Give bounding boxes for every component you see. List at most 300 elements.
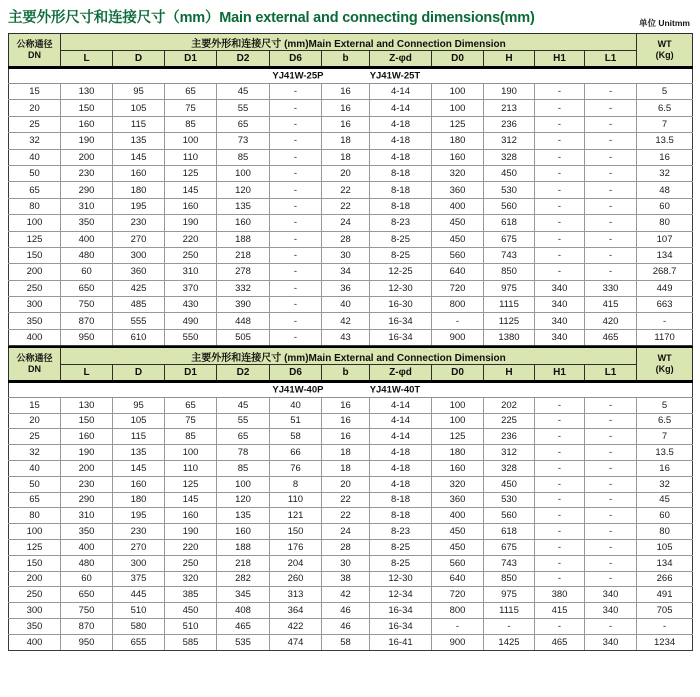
value-cell: 320 xyxy=(432,165,484,181)
value-cell: 42 xyxy=(322,587,370,603)
value-cell: - xyxy=(270,149,322,165)
value-cell: 220 xyxy=(165,539,217,555)
value-cell: 480 xyxy=(61,555,113,571)
column-header-D6: D6 xyxy=(270,364,322,381)
value-cell: 135 xyxy=(217,198,270,214)
value-cell: 13.5 xyxy=(637,133,693,149)
column-header-L1: L1 xyxy=(585,51,637,68)
value-cell: 30 xyxy=(322,247,370,263)
value-cell: 1234 xyxy=(637,634,693,650)
value-cell: 75 xyxy=(165,413,217,429)
value-cell: 65 xyxy=(217,116,270,132)
value-cell: 16-30 xyxy=(370,297,432,313)
value-cell: 12-25 xyxy=(370,264,432,280)
value-cell: 160 xyxy=(61,429,113,445)
value-cell: 278 xyxy=(217,264,270,280)
dn-cell: 15 xyxy=(9,397,61,413)
value-cell: 655 xyxy=(113,634,165,650)
value-cell: 312 xyxy=(484,445,535,461)
value-cell: 18 xyxy=(322,149,370,165)
value-cell: 45 xyxy=(217,397,270,413)
value-cell: - xyxy=(535,149,585,165)
column-header-D0: D0 xyxy=(432,51,484,68)
table-row xyxy=(9,84,693,100)
table-body-25 xyxy=(9,84,693,346)
wt-label: WT xyxy=(657,352,672,363)
table-row xyxy=(9,215,693,231)
model-row xyxy=(9,381,693,397)
value-cell: 270 xyxy=(113,231,165,247)
value-cell: 12-30 xyxy=(370,280,432,296)
value-cell: 975 xyxy=(484,587,535,603)
value-cell: 675 xyxy=(484,231,535,247)
unit-label: 单位 Unitmm xyxy=(638,18,690,28)
value-cell: 190 xyxy=(61,445,113,461)
value-cell: 120 xyxy=(217,492,270,508)
value-cell: 100 xyxy=(165,133,217,149)
dn-cell: 50 xyxy=(9,476,61,492)
value-cell: - xyxy=(535,618,585,634)
value-cell: 870 xyxy=(61,618,113,634)
value-cell: 618 xyxy=(484,215,535,231)
value-cell: 415 xyxy=(585,297,637,313)
value-cell: 290 xyxy=(61,182,113,198)
value-cell: 360 xyxy=(113,264,165,280)
value-cell: 188 xyxy=(217,539,270,555)
value-cell: 46 xyxy=(322,618,370,634)
dn-cell: 80 xyxy=(9,198,61,214)
dn-cell: 20 xyxy=(9,413,61,429)
value-cell: - xyxy=(585,100,637,116)
value-cell: 180 xyxy=(113,182,165,198)
value-cell: 480 xyxy=(61,247,113,263)
value-cell: 310 xyxy=(165,264,217,280)
value-cell: 320 xyxy=(432,476,484,492)
column-header-H: H xyxy=(484,364,535,381)
value-cell: 1425 xyxy=(484,634,535,650)
value-cell: 42 xyxy=(322,313,370,329)
value-cell: 266 xyxy=(637,571,693,587)
value-cell: 12-34 xyxy=(370,587,432,603)
value-cell: 408 xyxy=(217,603,270,619)
value-cell: 491 xyxy=(637,587,693,603)
table-row xyxy=(9,508,693,524)
value-cell: 585 xyxy=(165,634,217,650)
table-row xyxy=(9,182,693,198)
model-label-40p: YJ41W-40P xyxy=(272,384,324,396)
value-cell: 105 xyxy=(637,539,693,555)
value-cell: 800 xyxy=(432,603,484,619)
value-cell: 340 xyxy=(585,603,637,619)
value-cell: 4-18 xyxy=(370,460,432,476)
value-cell: 1125 xyxy=(484,313,535,329)
value-cell: - xyxy=(270,297,322,313)
value-cell: 180 xyxy=(432,133,484,149)
value-cell: 1170 xyxy=(637,329,693,345)
value-cell: - xyxy=(585,116,637,132)
value-cell: 145 xyxy=(165,182,217,198)
column-header-H1: H1 xyxy=(535,51,585,68)
value-cell: - xyxy=(535,231,585,247)
value-cell: 800 xyxy=(432,297,484,313)
column-header-b: b xyxy=(322,51,370,68)
dn-cell: 300 xyxy=(9,603,61,619)
value-cell: 55 xyxy=(217,100,270,116)
value-cell: 705 xyxy=(637,603,693,619)
table-row xyxy=(9,133,693,149)
value-cell: 160 xyxy=(165,198,217,214)
value-cell: - xyxy=(585,555,637,571)
value-cell: 850 xyxy=(484,264,535,280)
value-cell: - xyxy=(535,445,585,461)
value-cell: - xyxy=(535,116,585,132)
value-cell: 145 xyxy=(165,492,217,508)
value-cell: 65 xyxy=(165,84,217,100)
value-cell: 560 xyxy=(432,555,484,571)
value-cell: 1380 xyxy=(484,329,535,345)
value-cell: 135 xyxy=(113,445,165,461)
value-cell: 180 xyxy=(113,492,165,508)
value-cell: 48 xyxy=(637,182,693,198)
value-cell: 100 xyxy=(165,445,217,461)
value-cell: - xyxy=(270,329,322,345)
value-cell: 555 xyxy=(113,313,165,329)
column-header-Zd: Z-φd xyxy=(370,51,432,68)
value-cell: 160 xyxy=(113,476,165,492)
value-cell: 8-25 xyxy=(370,555,432,571)
value-cell: 107 xyxy=(637,231,693,247)
value-cell: - xyxy=(270,116,322,132)
value-cell: - xyxy=(270,100,322,116)
value-cell: 16-41 xyxy=(370,634,432,650)
value-cell: - xyxy=(535,182,585,198)
value-cell: 328 xyxy=(484,460,535,476)
table-header xyxy=(9,34,693,68)
table-row xyxy=(9,247,693,263)
value-cell: 16 xyxy=(322,84,370,100)
column-header-D1: D1 xyxy=(165,51,217,68)
value-cell: 640 xyxy=(432,264,484,280)
value-cell: 415 xyxy=(535,603,585,619)
value-cell: - xyxy=(535,247,585,263)
value-cell: 135 xyxy=(113,133,165,149)
value-cell: - xyxy=(585,133,637,149)
value-cell: 28 xyxy=(322,539,370,555)
value-cell: 230 xyxy=(113,524,165,540)
value-cell: - xyxy=(535,133,585,149)
value-cell: 85 xyxy=(165,429,217,445)
column-header-H: H xyxy=(484,51,535,68)
value-cell: 640 xyxy=(432,571,484,587)
value-cell: 750 xyxy=(61,603,113,619)
value-cell: 8-25 xyxy=(370,247,432,263)
value-cell: 160 xyxy=(217,524,270,540)
dn-cell: 65 xyxy=(9,492,61,508)
value-cell: 22 xyxy=(322,182,370,198)
value-cell: 743 xyxy=(484,555,535,571)
value-cell: - xyxy=(535,476,585,492)
value-cell: 720 xyxy=(432,587,484,603)
table-row xyxy=(9,165,693,181)
value-cell: 230 xyxy=(61,165,113,181)
table-row xyxy=(9,618,693,634)
value-cell: 8-18 xyxy=(370,165,432,181)
value-cell: 160 xyxy=(165,508,217,524)
value-cell: 176 xyxy=(270,539,322,555)
value-cell: 110 xyxy=(165,149,217,165)
value-cell: - xyxy=(585,397,637,413)
value-cell: - xyxy=(585,247,637,263)
value-cell: 420 xyxy=(585,313,637,329)
value-cell: - xyxy=(585,429,637,445)
table-row xyxy=(9,492,693,508)
value-cell: 58 xyxy=(270,429,322,445)
value-cell: 345 xyxy=(217,587,270,603)
value-cell: 900 xyxy=(432,329,484,345)
value-cell: 200 xyxy=(61,460,113,476)
value-cell: 422 xyxy=(270,618,322,634)
column-header-D: D xyxy=(113,364,165,381)
value-cell: 150 xyxy=(61,413,113,429)
dn-column-header xyxy=(9,34,61,68)
table-row xyxy=(9,555,693,571)
value-cell: - xyxy=(585,165,637,181)
value-cell: 105 xyxy=(113,413,165,429)
value-cell: 160 xyxy=(432,149,484,165)
value-cell: 95 xyxy=(113,397,165,413)
table-row xyxy=(9,264,693,280)
dn-label-en: DN xyxy=(28,364,41,374)
value-cell: 100 xyxy=(217,476,270,492)
table-row xyxy=(9,445,693,461)
value-cell: - xyxy=(637,313,693,329)
value-cell: 268.7 xyxy=(637,264,693,280)
value-cell: 16 xyxy=(322,100,370,116)
value-cell: 125 xyxy=(165,476,217,492)
table-row xyxy=(9,313,693,329)
value-cell: 350 xyxy=(61,524,113,540)
value-cell: 18 xyxy=(322,460,370,476)
value-cell: 195 xyxy=(113,198,165,214)
table-row xyxy=(9,198,693,214)
value-cell: 312 xyxy=(484,133,535,149)
value-cell: 474 xyxy=(270,634,322,650)
value-cell: - xyxy=(585,413,637,429)
value-cell: 218 xyxy=(217,247,270,263)
value-cell: 310 xyxy=(61,508,113,524)
value-cell: 300 xyxy=(113,555,165,571)
table-row xyxy=(9,571,693,587)
value-cell: 236 xyxy=(484,116,535,132)
value-cell: 160 xyxy=(113,165,165,181)
value-cell: 130 xyxy=(61,397,113,413)
wt-unit-label: (Kg) xyxy=(655,364,674,374)
table-body-40 xyxy=(9,397,693,650)
value-cell: 900 xyxy=(432,634,484,650)
value-cell: 16 xyxy=(322,397,370,413)
wt-label: WT xyxy=(657,38,672,49)
value-cell: 32 xyxy=(637,476,693,492)
value-cell: 45 xyxy=(217,84,270,100)
dn-cell: 32 xyxy=(9,445,61,461)
value-cell: 4-14 xyxy=(370,84,432,100)
table-row xyxy=(9,587,693,603)
column-header-D: D xyxy=(113,51,165,68)
value-cell: 720 xyxy=(432,280,484,296)
value-cell: 675 xyxy=(484,539,535,555)
value-cell: 380 xyxy=(535,587,585,603)
column-header-L: L xyxy=(61,51,113,68)
value-cell: 8-23 xyxy=(370,215,432,231)
value-cell: 100 xyxy=(432,397,484,413)
value-cell: 618 xyxy=(484,524,535,540)
value-cell: 5 xyxy=(637,397,693,413)
value-cell: 60 xyxy=(61,571,113,587)
value-cell: 16 xyxy=(322,429,370,445)
value-cell: 8-18 xyxy=(370,492,432,508)
column-header-D0: D0 xyxy=(432,364,484,381)
value-cell: 115 xyxy=(113,429,165,445)
value-cell: 40 xyxy=(270,397,322,413)
value-cell: - xyxy=(484,618,535,634)
dn-cell: 150 xyxy=(9,555,61,571)
value-cell: - xyxy=(585,460,637,476)
value-cell: - xyxy=(585,539,637,555)
value-cell: 400 xyxy=(432,508,484,524)
value-cell: 22 xyxy=(322,508,370,524)
value-cell: 16-34 xyxy=(370,603,432,619)
value-cell: 260 xyxy=(270,571,322,587)
value-cell: 650 xyxy=(61,280,113,296)
value-cell: 145 xyxy=(113,149,165,165)
value-cell: 4-18 xyxy=(370,149,432,165)
dn-label-zh: 公称通径 xyxy=(16,38,53,49)
table-row xyxy=(9,413,693,429)
value-cell: 110 xyxy=(270,492,322,508)
value-cell: 85 xyxy=(165,116,217,132)
value-cell: 450 xyxy=(484,165,535,181)
value-cell: - xyxy=(535,539,585,555)
dn-cell: 250 xyxy=(9,587,61,603)
value-cell: 445 xyxy=(113,587,165,603)
value-cell: 202 xyxy=(484,397,535,413)
value-cell: 340 xyxy=(535,297,585,313)
group-header: 主要外形和连接尺寸 (mm)Main External and Connection Dimension xyxy=(61,347,637,364)
value-cell: 190 xyxy=(484,84,535,100)
value-cell: 85 xyxy=(217,149,270,165)
value-cell: - xyxy=(535,429,585,445)
value-cell: 105 xyxy=(113,100,165,116)
table-row xyxy=(9,116,693,132)
value-cell: 530 xyxy=(484,492,535,508)
wt-column-header xyxy=(637,34,693,68)
value-cell: 650 xyxy=(61,587,113,603)
value-cell: 125 xyxy=(432,116,484,132)
value-cell: - xyxy=(585,445,637,461)
dn-cell: 300 xyxy=(9,297,61,313)
value-cell: 270 xyxy=(113,539,165,555)
dn-cell: 150 xyxy=(9,247,61,263)
model-label-25t: YJ41W-25T xyxy=(369,70,421,82)
dimension-table-yj41w-25 xyxy=(8,33,693,346)
value-cell: 225 xyxy=(484,413,535,429)
dn-cell: 32 xyxy=(9,133,61,149)
value-cell: 134 xyxy=(637,555,693,571)
value-cell: - xyxy=(585,198,637,214)
value-cell: 560 xyxy=(484,508,535,524)
value-cell: 8-23 xyxy=(370,524,432,540)
dn-cell: 125 xyxy=(9,539,61,555)
value-cell: 950 xyxy=(61,329,113,345)
value-cell: 4-14 xyxy=(370,100,432,116)
value-cell: 4-18 xyxy=(370,445,432,461)
dn-cell: 15 xyxy=(9,84,61,100)
value-cell: 40 xyxy=(322,297,370,313)
value-cell: 32 xyxy=(637,165,693,181)
value-cell: 75 xyxy=(165,100,217,116)
dn-cell: 400 xyxy=(9,634,61,650)
value-cell: 350 xyxy=(61,215,113,231)
dn-cell: 80 xyxy=(9,508,61,524)
value-cell: 130 xyxy=(61,84,113,100)
value-cell: 58 xyxy=(322,634,370,650)
value-cell: 750 xyxy=(61,297,113,313)
value-cell: 204 xyxy=(270,555,322,571)
value-cell: 6.5 xyxy=(637,100,693,116)
group-header: 主要外形和连接尺寸 (mm)Main External and Connection Dimension xyxy=(61,34,637,51)
value-cell: - xyxy=(535,198,585,214)
value-cell: 66 xyxy=(270,445,322,461)
value-cell: - xyxy=(585,571,637,587)
table-row xyxy=(9,280,693,296)
value-cell: 60 xyxy=(61,264,113,280)
value-cell: 400 xyxy=(61,539,113,555)
value-cell: 24 xyxy=(322,215,370,231)
column-header-D2: D2 xyxy=(217,364,270,381)
value-cell: 85 xyxy=(217,460,270,476)
value-cell: 4-18 xyxy=(370,116,432,132)
value-cell: - xyxy=(270,182,322,198)
dn-cell: 350 xyxy=(9,618,61,634)
value-cell: - xyxy=(585,508,637,524)
table-row xyxy=(9,429,693,445)
table-row xyxy=(9,524,693,540)
value-cell: 510 xyxy=(165,618,217,634)
value-cell: 310 xyxy=(61,198,113,214)
value-cell: 188 xyxy=(217,231,270,247)
value-cell: 465 xyxy=(585,329,637,345)
value-cell: 160 xyxy=(432,460,484,476)
model-row xyxy=(9,68,693,84)
value-cell: - xyxy=(432,313,484,329)
value-cell: - xyxy=(585,476,637,492)
value-cell: 195 xyxy=(113,508,165,524)
table-row xyxy=(9,149,693,165)
value-cell: 125 xyxy=(165,165,217,181)
dn-cell: 65 xyxy=(9,182,61,198)
table-row xyxy=(9,476,693,492)
value-cell: 450 xyxy=(432,231,484,247)
value-cell: - xyxy=(585,264,637,280)
value-cell: 450 xyxy=(165,603,217,619)
value-cell: 5 xyxy=(637,84,693,100)
value-cell: 360 xyxy=(432,492,484,508)
value-cell: 332 xyxy=(217,280,270,296)
value-cell: 95 xyxy=(113,84,165,100)
table-row xyxy=(9,539,693,555)
value-cell: 870 xyxy=(61,313,113,329)
column-header-D2: D2 xyxy=(217,51,270,68)
